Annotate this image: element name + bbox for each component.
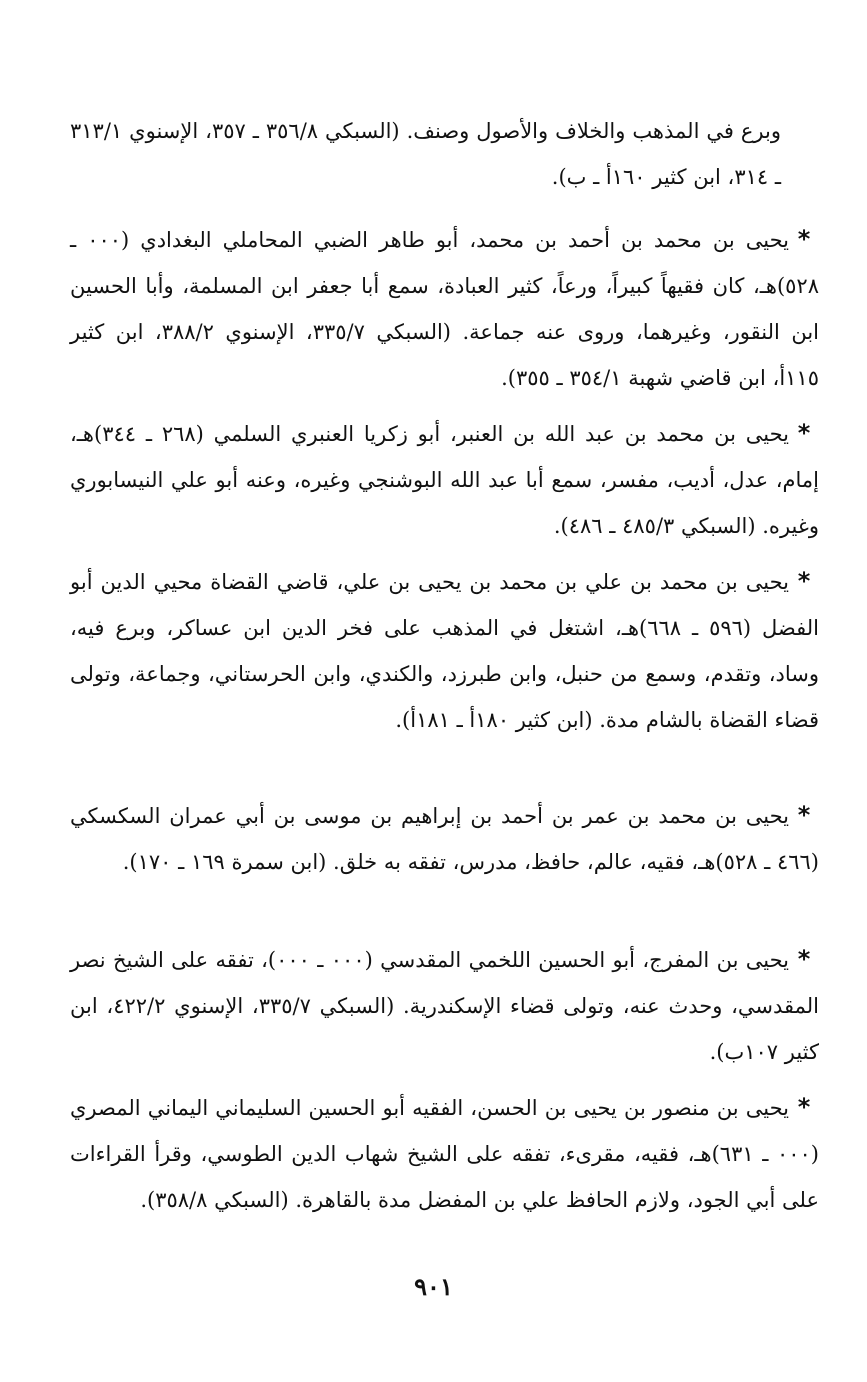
entry-marker: * [797,567,811,595]
entry-text: يحيى بن محمد بن عمر بن أحمد بن إبراهيم بن موسى بن أبي عمران السكسكي (٤٦٦ ـ ٥٢٨)هـ، فقيه، عالم، حافظ، مدرس، تفقه به خلق. (ابن سمرة ١٦٩ ـ ١٧٠). [70,804,819,874]
biography-entry [70,410,819,549]
continuation-paragraph [70,108,781,200]
entry-text: يحيى بن المفرج، أبو الحسين اللخمي المقدسي (٠٠٠ ـ ٠٠٠)، تفقه على الشيخ نصر المقدسي، وحدث عنه، وتولى قضاء الإسكندرية. (السبكي ٣٣٥/٧، الإسنوي ٤٢٢/٢، ابن كثير ١٠٧ب). [70,948,819,1064]
entry-text: يحيى بن محمد بن علي بن محمد بن يحيى بن علي، قاضي القضاة محيي الدين أبو الفضل (٥٩٦ ـ ٦٦٨)هـ، اشتغل في المذهب على فخر الدين ابن عساكر، وبرع فيه، وساد، وتقدم، وسمع من حنبل، وابن طبرزد، والكندي، وابن الحرستاني، وجماعة، وتولى قضاء القضاة بالشام مدة. (ابن كثير ١٨٠أ ـ ١٨١أ). [70,570,819,732]
entry-marker: * [797,1093,811,1121]
biography-entry [70,792,819,885]
entry-text: يحيى بن منصور بن يحيى بن الحسن، الفقيه أبو الحسين السليماني اليماني المصري (٠٠٠ ـ ٦٣١)هـ، فقيه، مقرىء، تفقه على الشيخ شهاب الدين الطوسي، وقرأ القراءات على أبي الجود، ولازم الحافظ علي بن المفضل مدة بالقاهرة. (السبكي ٣٥٨/٨). [70,1096,819,1212]
entry-marker: * [797,801,811,829]
biography-entry [70,216,819,401]
entry-marker: * [797,225,811,253]
continuation-text: وبرع في المذهب والخلاف والأصول وصنف. (السبكي ٣٥٦/٨ ـ ٣٥٧، الإسنوي ٣١٣/١ ـ ٣١٤، ابن كثير ١٦٠أ ـ ب). [70,119,781,189]
entry-marker: * [797,419,811,447]
entry-marker: * [797,945,811,973]
entry-text: يحيى بن محمد بن أحمد بن محمد، أبو طاهر الضبي المحاملي البغدادي (٠٠٠ ـ ٥٢٨)هـ، كان فقيهاً كبيراً، ورعاً، كثير العبادة، سمع أبا جعفر ابن المسلمة، وأبا الحسين ابن النقور، وغيرهما، وروى عنه جماعة. (السبكي ٣٣٥/٧، الإسنوي ٣٨٨/٢، ابن كثير ١١٥أ، ابن قاضي شهبة ٣٥٤/١ ـ ٣٥٥). [70,228,819,390]
biography-entry [70,1084,819,1223]
biography-entry [70,936,819,1075]
biography-entry [70,558,819,743]
page-number: ٩٠١ [414,1272,453,1301]
entry-text: يحيى بن محمد بن عبد الله بن العنبر، أبو زكريا العنبري السلمي (٢٦٨ ـ ٣٤٤)هـ، إمام، عدل، أديب، مفسر، سمع أبا عبد الله البوشنجي وغيره، وعنه أبو علي النيسابوري وغيره. (السبكي ٤٨٥/٣ ـ ٤٨٦). [70,422,819,538]
